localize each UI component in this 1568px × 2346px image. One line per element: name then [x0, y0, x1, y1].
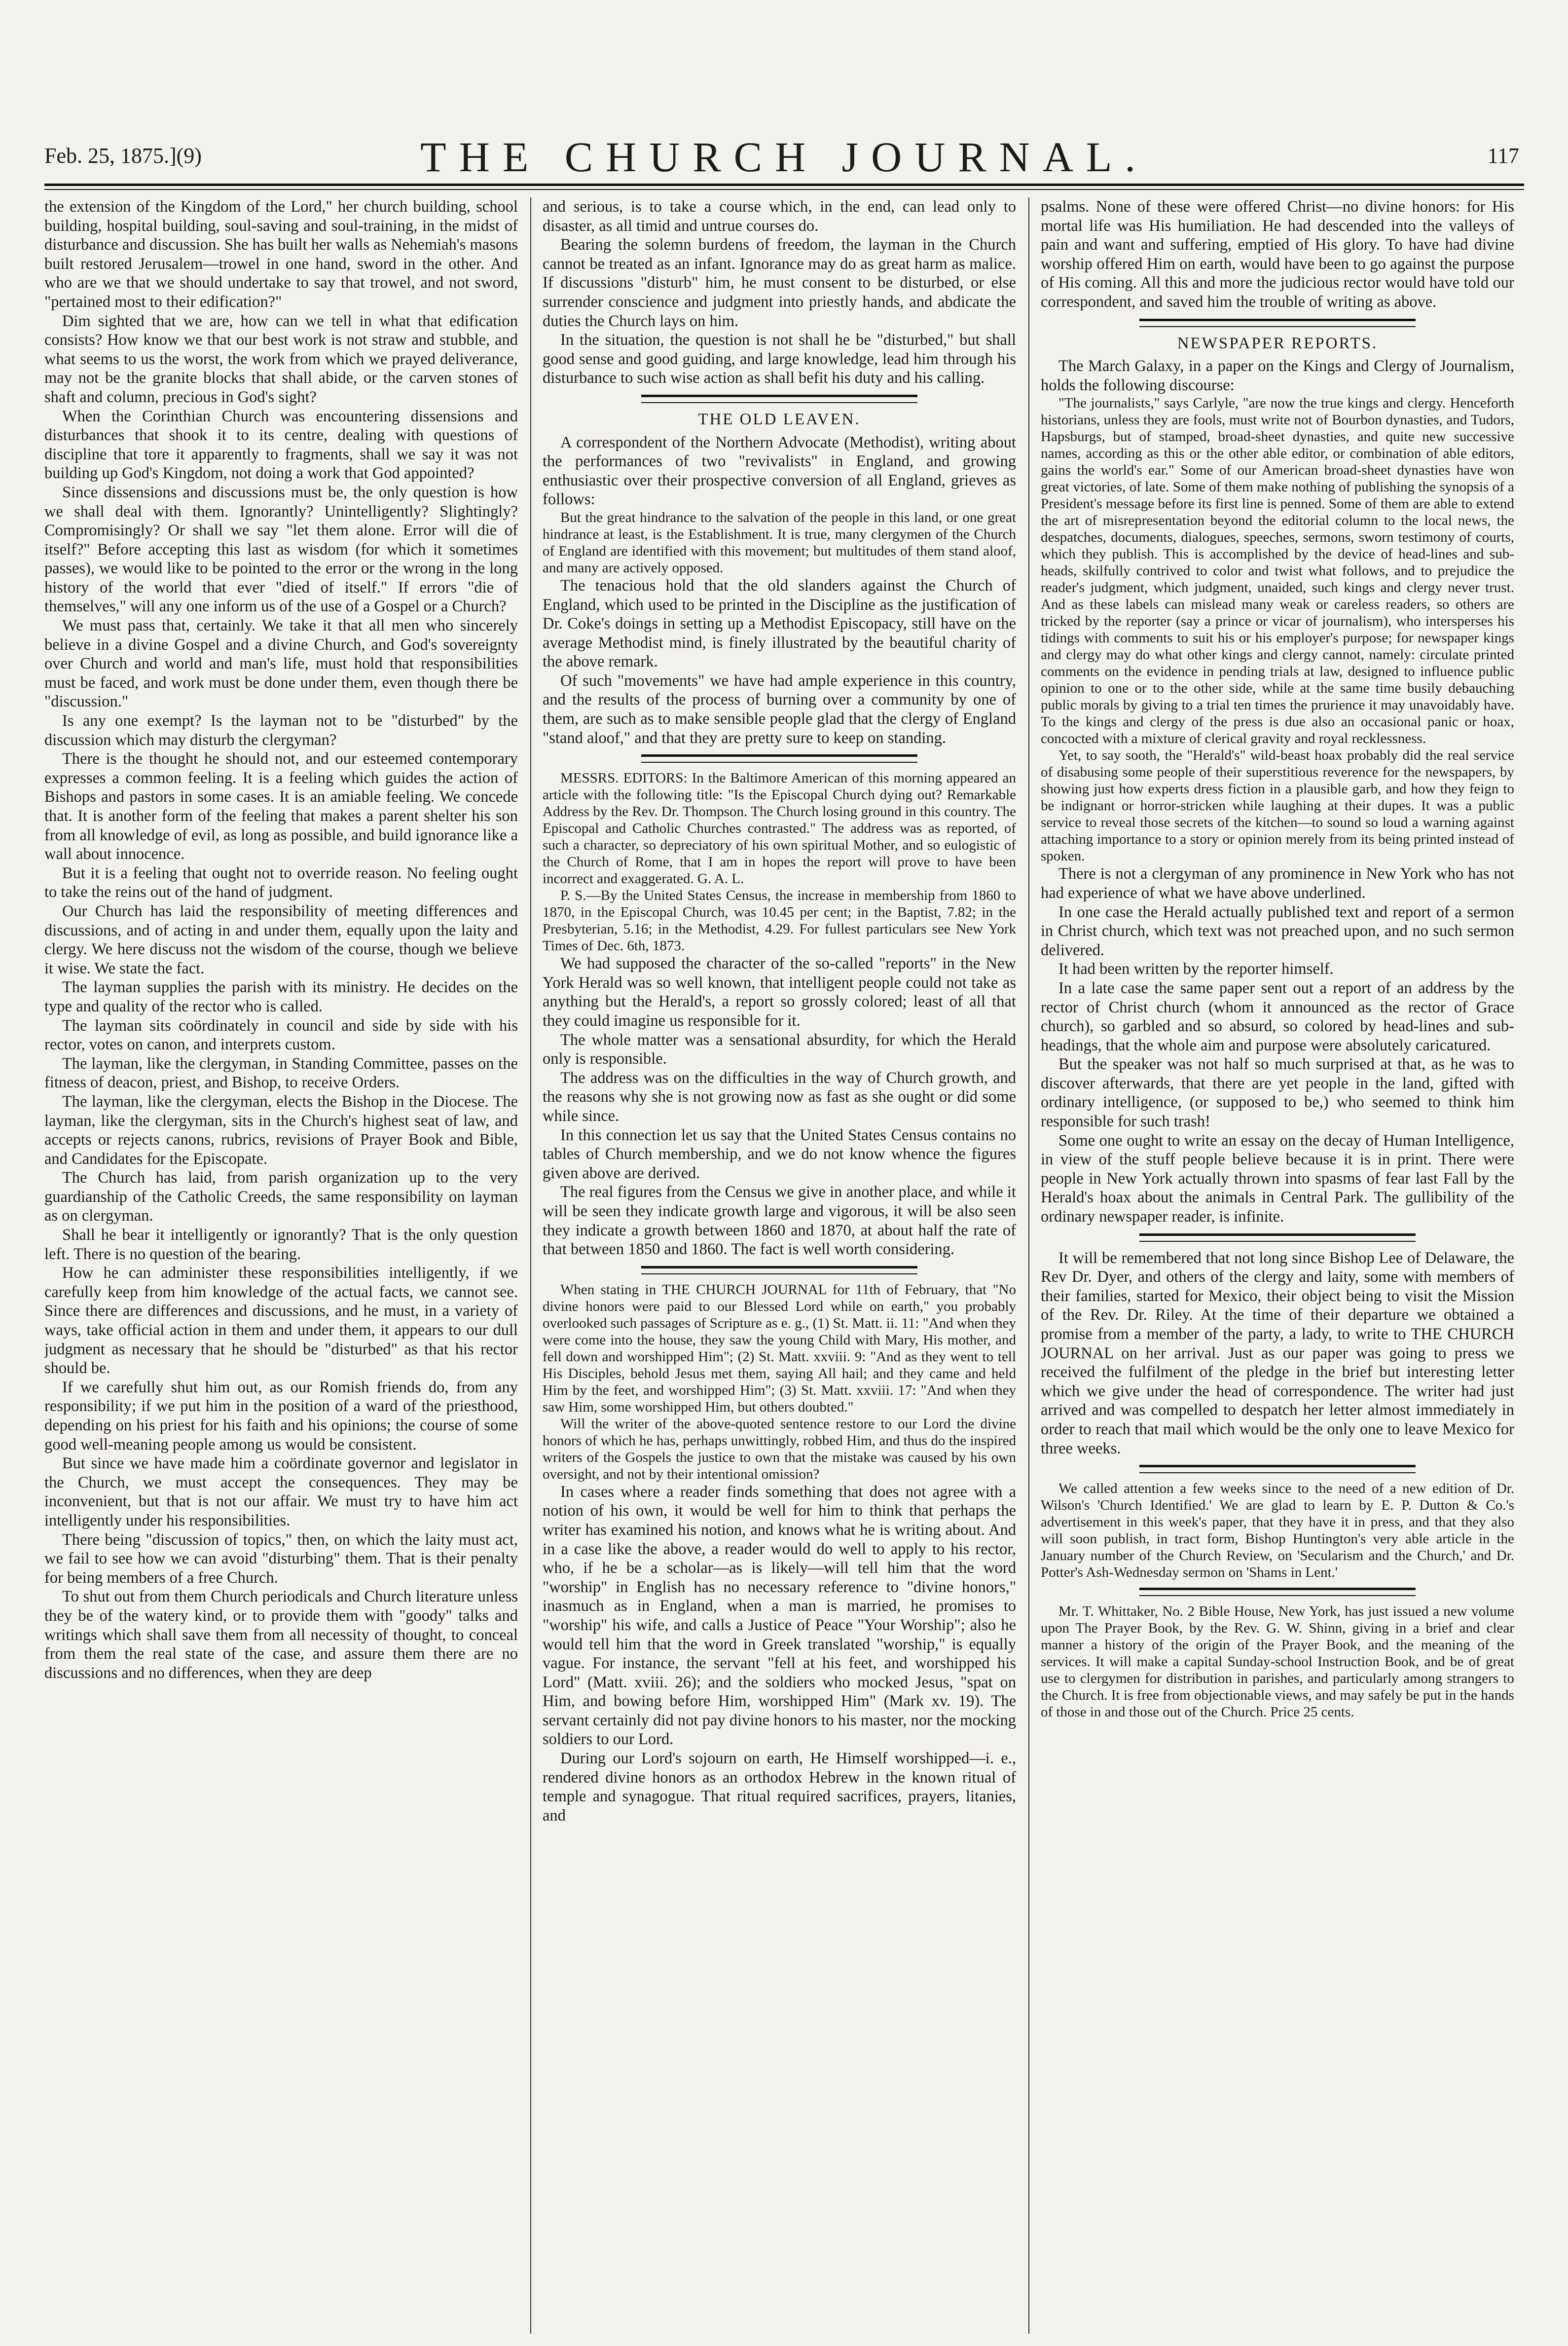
paragraph: The tenacious hold that the old slanders against the Church of England, which used to be printed in the Discipline as the justification of Dr. Coke's doings in setting up a Methodist Episcopacy, still have on the average Methodist mind, is finely illustrated by the beautiful charity of the above remark.	[543, 576, 1016, 671]
paragraph: It will be remembered that not long since Bishop Lee of Delaware, the Rev Dr. Dyer, and others of the clergy and laity, some with members of their families, started for Mexico, their object being to visit the Mission of the Rev. Dr. Riley. At the time of their departure we obtained a promise from a member of the party, a lady, to write to THE CHURCH JOURNAL on her arrival. Just as our paper was going to press we received the fulfilment of the pledge in the brief but interesting letter which we give under the head of correspondence. The writer had just arrived and was compelled to despatch her letter almost immediately in order to reach that mail which would be the only one to leave Mexico for three weeks.	[1041, 1249, 1514, 1457]
paragraph: But it is a feeling that ought not to override reason. No feeling ought to take the reins out of the hand of judgment.	[44, 864, 518, 901]
newspaper-title: THE CHURCH JOURNAL.	[420, 133, 1148, 181]
column-divider	[1028, 197, 1029, 2334]
issue-date: Feb. 25, 1875.](9)	[44, 144, 202, 168]
article-heading: NEWSPAPER REPORTS.	[1177, 334, 1378, 352]
paragraph: Shall he bear it intelligently or ignorantly? That is the only question left. There is no question of the bearing.	[44, 1226, 518, 1263]
paragraph: The March Galaxy, in a paper on the Kings and Clergy of Journalism, holds the following discourse:	[1041, 357, 1514, 394]
page-number: 117	[1487, 144, 1519, 168]
paragraph: The real figures from the Census we give in another place, and while it will be seen they indicate growth large and vigorous, it will be also seen they indicate a growth between 1860 and 1870, at about half the rate of that between 1850 and 1860. The fact is well worth considering.	[543, 1183, 1016, 1259]
paragraph: In a late case the same paper sent out a report of an address by the rector of Christ church (whom it announced as the rector of Grace church), so garbled and so absurd, so colored by head-lines and sub-headings, that the whole aim and purpose were absolutely caricatured.	[1041, 979, 1514, 1054]
paragraph: In the situation, the question is not shall he be "disturbed," but shall good sense and good guiding, and large knowledge, lead him through his disturbance to such wise action as shall befit his duty and his calling.	[543, 331, 1016, 387]
paragraph: The layman sits coördinately in council and side by side with his rector, votes on canon, and interprets custom.	[44, 1016, 518, 1054]
section-rule	[641, 395, 917, 403]
column-divider	[530, 197, 531, 2334]
paragraph: Of such "movements" we have had ample experience in this country, and the results of the process of burning over a community by one of them, are such as to make sensible people glad that the clergy of England "stand aloof," and that they are pretty sure to keep on standing.	[543, 671, 1016, 747]
section-rule	[641, 1266, 917, 1274]
paragraph: Dim sighted that we are, how can we tell in what that edification consists? How know we that our best work is not straw and stubble, and what seems to us the worst, the work from which we prayed deliverance, may not be the granite blocks that shall abide, or the carven stones of shaft and column, precious in God's sight?	[44, 312, 518, 406]
paragraph: Bearing the solemn burdens of freedom, the layman in the Church cannot be treated as an infant. Ignorance may do as great harm as malice. If discussions "disturb" him, he must consent to be disturbed, or else surrender conscience and judgment into priestly hands, and abdicate the duties the Church lays on him.	[543, 236, 1016, 330]
column-1	[44, 197, 518, 2334]
paragraph: When the Corinthian Church was encountering dissensions and disturbances that shook it to its centre, dealing with questions of discipline that tore it apparently to fragments, shall we say it was not building up God's Kingdom, not doing a work that God appointed?	[44, 407, 518, 483]
paragraph: There is the thought he should not, and our esteemed contemporary expresses a common feeling. It is a feeling which guides the action of Bishops and pastors in some cases. It is an amiable feeling. We concede that. It is another form of the feeling that makes a parent shelter his son from all knowledge of evil, as long as possible, and build ignorance like a wall about innocence.	[44, 750, 518, 863]
paragraph: To shut out from them Church periodicals and Church literature unless they be of the watery kind, or to provide them with "goody" talks and writings which shall save them from all necessity of thought, to conceal from them the real state of the case, and assure them there are no discussions and no differences, when they are deep	[44, 1588, 518, 1682]
paragraph: psalms. None of these were offered Christ—no divine honors: for His mortal life was His humiliation. He had descended into the valleys of pain and want and suffering, emptied of His glory. To have had divine worship offered Him on earth, would have been to go against the purpose of His coming. All this and more the judicious rector would have told our correspondent, and saved him the trouble of writing as above.	[1041, 198, 1514, 311]
quotation: "The journalists," says Carlyle, "are now the true kings and clergy. Henceforth historians, unless they are fools, must write not of Bourbon dynasties, and Tudors, Hapsburgs, but of stamped, broad-sheet dynasties, and quite new successive names, according as this or the other able editor, or combination of able editors, gains the world's ear." Some of our American broad-sheet dynasties have won great victories, of late. Some of them make nothing of publishing the synopsis of a President's message before its first line is penned. Some of them are able to extend the art of misrepresentation beyond the editorial column to the local news, the despatches, documents, dialogues, speeches, sermons, sworn testimony of courts, which they publish. This is accomplished by the device of head-lines and sub-heads, skilfully contrived to color and twist what follows, and to prejudice the reader's judgment, which judgment, unaided, such kings and clergy never trust. And as these labels can mislead many weak or careless readers, so others are tricked by the reporter (say a prince or vicar of journalism), who intersperses his tidings with comments to suit his or his employer's purpose; for newspaper kings and clergy may do what other kings and clergy cannot, namely: circulate printed comments on the evidence in pending trials at law, designed to influence public opinion to one or to the other side, while at the same time busily debauching public morals by giving to a trial ten times the prurience it may unavoidably have. To the kings and clergy of the press is due also an occasional panic or hoax, concocted with a mixture of clerical gravity and royal recklessness.	[1041, 395, 1514, 747]
paragraph: We had supposed the character of the so-called "reports" in the New York Herald was so well known, that intelligent people could not take as anything but the Herald's, a report so grossly colored; least of all that they could imagine us responsible for it.	[543, 955, 1016, 1030]
letter: P. S.—By the United States Census, the increase in membership from 1860 to 1870, in the Episcopal Church, was 10.45 per cent; in the Baptist, 7.82; in the Presbyterian, 5.16; in the Methodist, 4.29. For fullest particulars see New York Times of Dec. 6th, 1873.	[543, 888, 1016, 954]
paragraph: Since dissensions and discussions must be, the only question is how we shall deal with them. Ignorantly? Unintelligently? Slightingly? Compromisingly? Or shall we say "let them alone. Error will die of itself?" Before accepting this last as wisdom (for which it sometimes passes), we would like to be pointed to the error or the wrong in the long history of the world that ever "died of itself." If errors "die of themselves," will any one inform us of the use of a Gospel or a Church?	[44, 483, 518, 616]
section-rule	[1139, 1233, 1416, 1242]
paragraph: If we carefully shut him out, as our Romish friends do, from any responsibility; if we put him in the position of a ward of the priesthood, depending on his priest for his faith and his opinions; the course of some good well-meaning people among us would be consistent.	[44, 1378, 518, 1453]
paragraph: Our Church has laid the responsibility of meeting differences and discussions, and of acting in and under them, equally upon the laity and clergy. We here discuss not the wisdom of the course, though we believe it wise. We state the fact.	[44, 902, 518, 977]
paragraph: and serious, is to take a course which, in the end, can lead only to disaster, as all timid and untrue courses do.	[543, 198, 1016, 235]
column-3	[1041, 197, 1514, 2334]
paragraph: The layman supplies the parish with its ministry. He decides on the type and quality of the rector who is called.	[44, 978, 518, 1015]
paragraph: The whole matter was a sensational absurdity, for which the Herald only is responsible.	[543, 1031, 1016, 1068]
paragraph: The address was on the difficulties in the way of Church growth, and the reasons why she is not growing now as fast as she ought or did some while since.	[543, 1069, 1016, 1125]
paragraph: But since we have made him a coördinate governor and legislator in the Church, we must accept the consequences. They may be inconvenient, but that is not our affair. We must try to have him act intelligently under his responsibilities.	[44, 1454, 518, 1529]
paragraph: Some one ought to write an essay on the decay of Human Intelligence, in view of the stuff people believe because it is in print. There were people in New York actually thrown into spasms of fear last Fall by the Herald's hoax about the animals in Central Park. The gullibility of the ordinary newspaper reader, is infinite.	[1041, 1131, 1514, 1226]
section-rule	[641, 754, 917, 763]
letter: MESSRS. EDITORS: In the Baltimore American of this morning appeared an article with the following title: "Is the Episcopal Church dying out? Remarkable Address by the Rev. Dr. Thompson. The Church losing ground in this country. The Episcopal and Catholic Churches contrasted." The address was as reported, of such a character, so depreciatory of his own spiritual Mother, and so eulogistic of the Church of Rome, that I am in hopes the report will prove to have been incorrect and exaggerated. G. A. L.	[543, 770, 1016, 887]
paragraph: In cases where a reader finds something that does not agree with a notion of his own, it would be well for him to think that perhaps the writer has examined his notion, and knows what he is writing about. And in a case like the above, a reader would do well to apply to his rector, who, if he be a scholar—as is likely—will tell him that the word "worship" in English has no necessary reference to "divine honors," inasmuch as in England, when a man is married, he promises to "worship" his wife, and calls a Justice of Peace "Your Worship"; also he would tell him that the word in Greek translated "worship," is equally vague. For instance, the servant "fell at his feet, and worshipped his Lord" (Matt. xviii. 26); and the soldiers who mocked Jesus, "spat on Him, and bowing before Him, worshipped Him" (Mark xv. 19). The servant certainly did not pay divine honors to his master, nor the mocking soldiers to our Lord.	[543, 1483, 1016, 1749]
paragraph: The Church has laid, from parish organization up to the very guardianship of the Catholic Creeds, the same responsibility on layman as on clergyman.	[44, 1169, 518, 1225]
paragraph: We called attention a few weeks since to the need of a new edition of Dr. Wilson's 'Church Identified.' We are glad to learn by E. P. Dutton & Co.'s advertisement in this week's paper, that they have it in press, and that they also will soon publish, in tract form, Bishop Huntington's very able article in the January number of the Church Review, on 'Secularism and the Church,' and Dr. Potter's Ash-Wednesday sermon on 'Shams in Lent.'	[1041, 1481, 1514, 1581]
paragraph: The layman, like the clergyman, in Standing Committee, passes on the fitness of deacon, priest, and Bishop, to receive Orders.	[44, 1054, 518, 1092]
paragraph: During our Lord's sojourn on earth, He Himself worshipped—i. e., rendered divine honors as an orthodox Hebrew in the known ritual of temple and synagogue. That ritual required sacrifices, prayers, litanies, and	[543, 1750, 1016, 1825]
masthead-rule	[44, 184, 1524, 190]
paragraph: It had been written by the reporter himself.	[1058, 960, 1334, 978]
paragraph: We must pass that, certainly. We take it that all men who sincerely believe in a divine Gospel and a divine Church, and God's sovereignty over Church and world and man's life, must hold that responsibilities must be faced, and work must be done under them, even though there be "discussion."	[44, 617, 518, 711]
quotation: But the great hindrance to the salvation of the people in this land, or one great hindrance at least, is the Establishment. It is true, many clergymen of the Church of England are identified with this movement; but multitudes of them stand aloof, and many are actively opposed.	[543, 509, 1016, 576]
paragraph: But the speaker was not half so much surprised at that, as he was to discover afterwards, that there are yet people in the land, gifted with ordinary intelligence, (or supposed to be,) who seemed to think him responsible for such trash!	[1041, 1055, 1514, 1131]
letter: Will the writer of the above-quoted sentence restore to our Lord the divine honors of which he has, perhaps unwittingly, robbed Him, and thus do the inspired writers of the Gospels the justice to own that the mistake was caused by his own oversight, and not by their intentional omission?	[543, 1415, 1016, 1482]
paragraph: The layman, like the clergyman, elects the Bishop in the Diocese. The layman, like the clergyman, sits in the Church's highest seat of law, and accepts or rejects canons, rubrics, revisions of Prayer Book and Bible, and Candidates for the Episcopate.	[44, 1092, 518, 1168]
masthead	[44, 123, 1524, 183]
section-rule	[1139, 1588, 1416, 1596]
article-heading: THE OLD LEAVEN.	[698, 410, 861, 428]
quotation: Yet, to say sooth, the "Herald's" wild-beast hoax probably did the real service of disabusing some people of their superstitious reverence for the newspapers, by showing just how experts dress fiction in a plausible garb, and how they feign to be indignant or horror-stricken while laughing at their dupes. It was a public service to reveal those secrets of the kitchen—to sound so loud a warning against attaching importance to a story or opinion merely from its being printed instead of spoken.	[1041, 747, 1514, 864]
letter: When stating in THE CHURCH JOURNAL for 11th of February, that "No divine honors were paid to our Blessed Lord while on earth," you probably overlooked such passages of Scripture as e. g., (1) St. Matt. ii. 11: "And when they were come into the house, they saw the young Child with Mary, His mother, and fell down and worshipped Him"; (2) St. Matt. xxviii. 9: "And as they went to tell His Disciples, behold Jesus met them, saying All hail; and they came and held Him by the feet, and worshipped Him"; (3) St. Matt. xxviii. 17: "And when they saw Him, some worshipped Him, but others doubted."	[543, 1281, 1016, 1415]
paragraph: In one case the Herald actually published text and report of a sermon in Christ church, which text was not preached upon, and no such sermon delivered.	[1041, 903, 1514, 959]
paragraph: A correspondent of the Northern Advocate (Methodist), writing about the performances of two "revivalists" in England, and growing enthusiastic over their prospective conversion of all England, grieves as follows:	[543, 433, 1016, 509]
paragraph: Mr. T. Whittaker, No. 2 Bible House, New York, has just issued a new volume upon The Prayer Book, by the Rev. G. W. Shinn, giving in a brief and clear manner a history of the origin of the Prayer Book, and the meaning of the services. It will make a capital Sunday-school Instruction Book, and be of great use to clergymen for distribution in parishes, and particularly among strangers to the Church. It is free from objectionable views, and may safely be put in the hands of those in and those out of the Church. Price 25 cents.	[1041, 1603, 1514, 1720]
paragraph: In this connection let us say that the United States Census contains no tables of Church membership, and we do not know whence the figures given above are derived.	[543, 1126, 1016, 1182]
paragraph: There is not a clergyman of any prominence in New York who has not had experience of what we have above underlined.	[1041, 865, 1514, 902]
section-rule	[1139, 1465, 1416, 1473]
section-rule	[1139, 319, 1416, 327]
paragraph: There being "discussion of topics," then, on which the laity must act, we fail to see how we can avoid "disturbing" them. That is their penalty for being members of a free Church.	[44, 1530, 518, 1587]
paragraph: the extension of the Kingdom of the Lord," her church building, school building, hospital building, soul-saving and soul-training, in the midst of disturbance and discussion. She has built her walls as Nehemiah's masons built restored Jerusalem—trowel in one hand, sword in the other. And who are we that we should undertake to say that trowel, and not sword, "pertained most to their edification?"	[44, 198, 518, 311]
paragraph: Is any one exempt? Is the layman not to be "disturbed" by the discussion which may disturb the clergyman?	[44, 712, 518, 749]
paragraph: How he can administer these responsibilities intelligently, if we carefully keep from him knowledge of the actual facts, we cannot see. Since there are differences and discussions, and he must, in a variety of ways, take official action in them and under them, it appears to our dull judgment as necessary that he should be "disturbed" as that his rector should be.	[44, 1264, 518, 1378]
column-2	[543, 197, 1016, 2334]
